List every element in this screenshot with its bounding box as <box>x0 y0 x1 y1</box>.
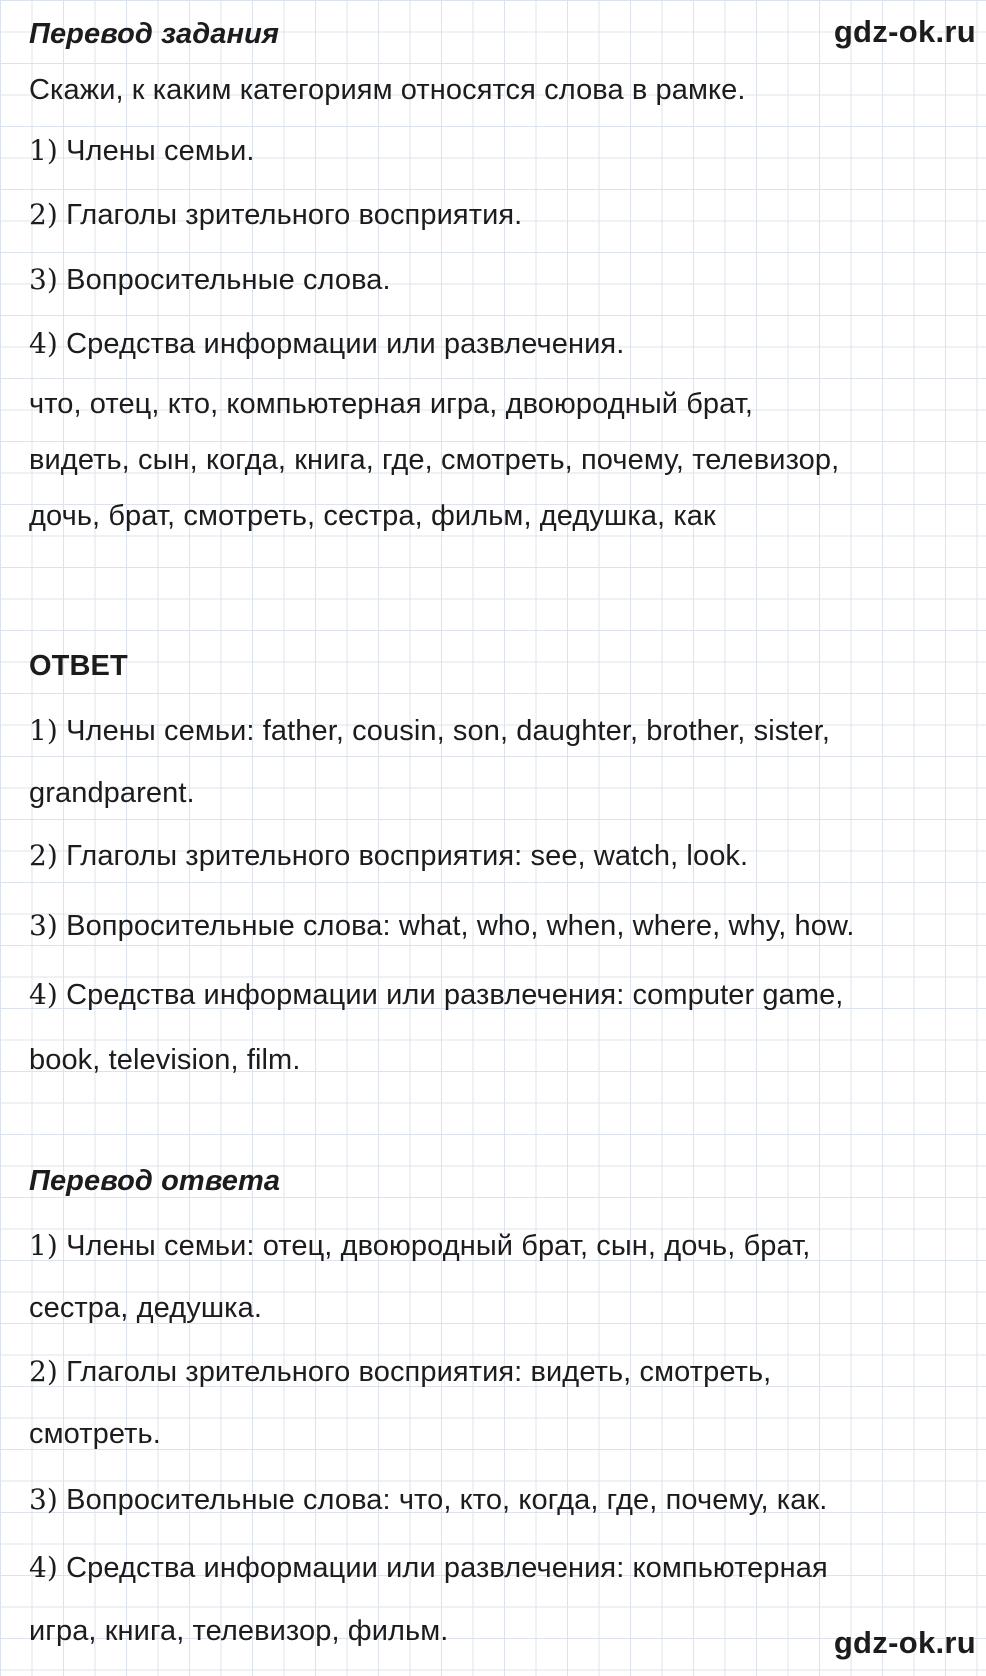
task-item-4-number: 4) <box>29 327 58 360</box>
answer-translation-heading: Перевод ответа <box>29 1165 281 1197</box>
task-item-3-text: Вопросительные слова. <box>66 264 391 296</box>
watermark-bottom: gdz-ok.ru <box>833 1625 976 1660</box>
answer-item-4-cont: book, television, film. <box>29 1044 301 1076</box>
answer-translation-item-2-cont: смотреть. <box>29 1418 161 1450</box>
word-box-line-3: дочь, брат, смотреть, сестра, фильм, дедушка, как <box>29 500 716 532</box>
answer-translation-item-2-number: 2) <box>29 1355 58 1388</box>
answer-translation-item-3-number: 3) <box>29 1483 58 1516</box>
answer-translation-item-4-number: 4) <box>29 1551 58 1584</box>
answer-item-1-number: 1) <box>29 714 58 747</box>
answer-item-1 <box>29 713 830 749</box>
task-item-3-number: 3) <box>29 263 58 296</box>
word-box-line-1: что, отец, кто, компьютерная игра, двоюродный брат, <box>29 388 754 420</box>
answer-translation-item-1-number: 1) <box>29 1229 58 1262</box>
answer-item-1-text: Члены семьи: father, cousin, son, daughter, brother, sister, <box>66 715 831 747</box>
answer-translation-item-3-text: Вопросительные слова: что, кто, когда, где, почему, как. <box>66 1484 828 1516</box>
task-item-4 <box>29 326 624 362</box>
answer-item-2 <box>29 838 748 874</box>
answer-translation-item-2 <box>29 1354 771 1390</box>
answer-heading: ОТВЕТ <box>29 650 128 682</box>
task-instruction: Скажи, к каким категориям относятся слова в рамке. <box>29 74 746 106</box>
answer-translation-item-1-cont: сестра, дедушка. <box>29 1292 262 1324</box>
answer-translation-item-3 <box>29 1482 827 1518</box>
task-item-3 <box>29 262 391 298</box>
word-box-line-2: видеть, сын, когда, книга, где, смотреть, почему, телевизор, <box>29 444 840 476</box>
answer-item-2-text: Глаголы зрительного восприятия: see, watch, look. <box>66 840 749 872</box>
answer-item-3-number: 3) <box>29 909 58 942</box>
watermark-top: gdz-ok.ru <box>833 14 976 49</box>
task-item-2-number: 2) <box>29 198 58 231</box>
answer-item-4-text: Средства информации или развлечения: computer game, <box>66 979 844 1011</box>
answer-translation-item-2-text: Глаголы зрительного восприятия: видеть, смотреть, <box>66 1356 772 1388</box>
task-item-1-text: Члены семьи. <box>66 135 255 167</box>
answer-translation-item-1-text: Члены семьи: отец, двоюродный брат, сын, дочь, брат, <box>66 1230 811 1262</box>
task-item-2-text: Глаголы зрительного восприятия. <box>66 199 523 231</box>
task-item-1-number: 1) <box>29 134 58 167</box>
answer-translation-item-4-cont: игра, книга, телевизор, фильм. <box>29 1615 449 1647</box>
answer-item-3 <box>29 908 855 944</box>
task-item-4-text: Средства информации или развлечения. <box>66 328 625 360</box>
answer-item-2-number: 2) <box>29 839 58 872</box>
task-item-1 <box>29 133 255 169</box>
task-translation-heading: Перевод задания <box>29 18 280 50</box>
task-item-2 <box>29 197 522 233</box>
answer-item-3-text: Вопросительные слова: what, who, when, where, why, how. <box>66 910 855 942</box>
answer-item-4 <box>29 977 843 1013</box>
answer-translation-item-1 <box>29 1228 810 1264</box>
answer-translation-item-4 <box>29 1550 828 1586</box>
answer-item-1-cont: grandparent. <box>29 777 195 809</box>
answer-translation-item-4-text: Средства информации или развлечения: компьютерная <box>66 1552 828 1584</box>
answer-item-4-number: 4) <box>29 978 58 1011</box>
